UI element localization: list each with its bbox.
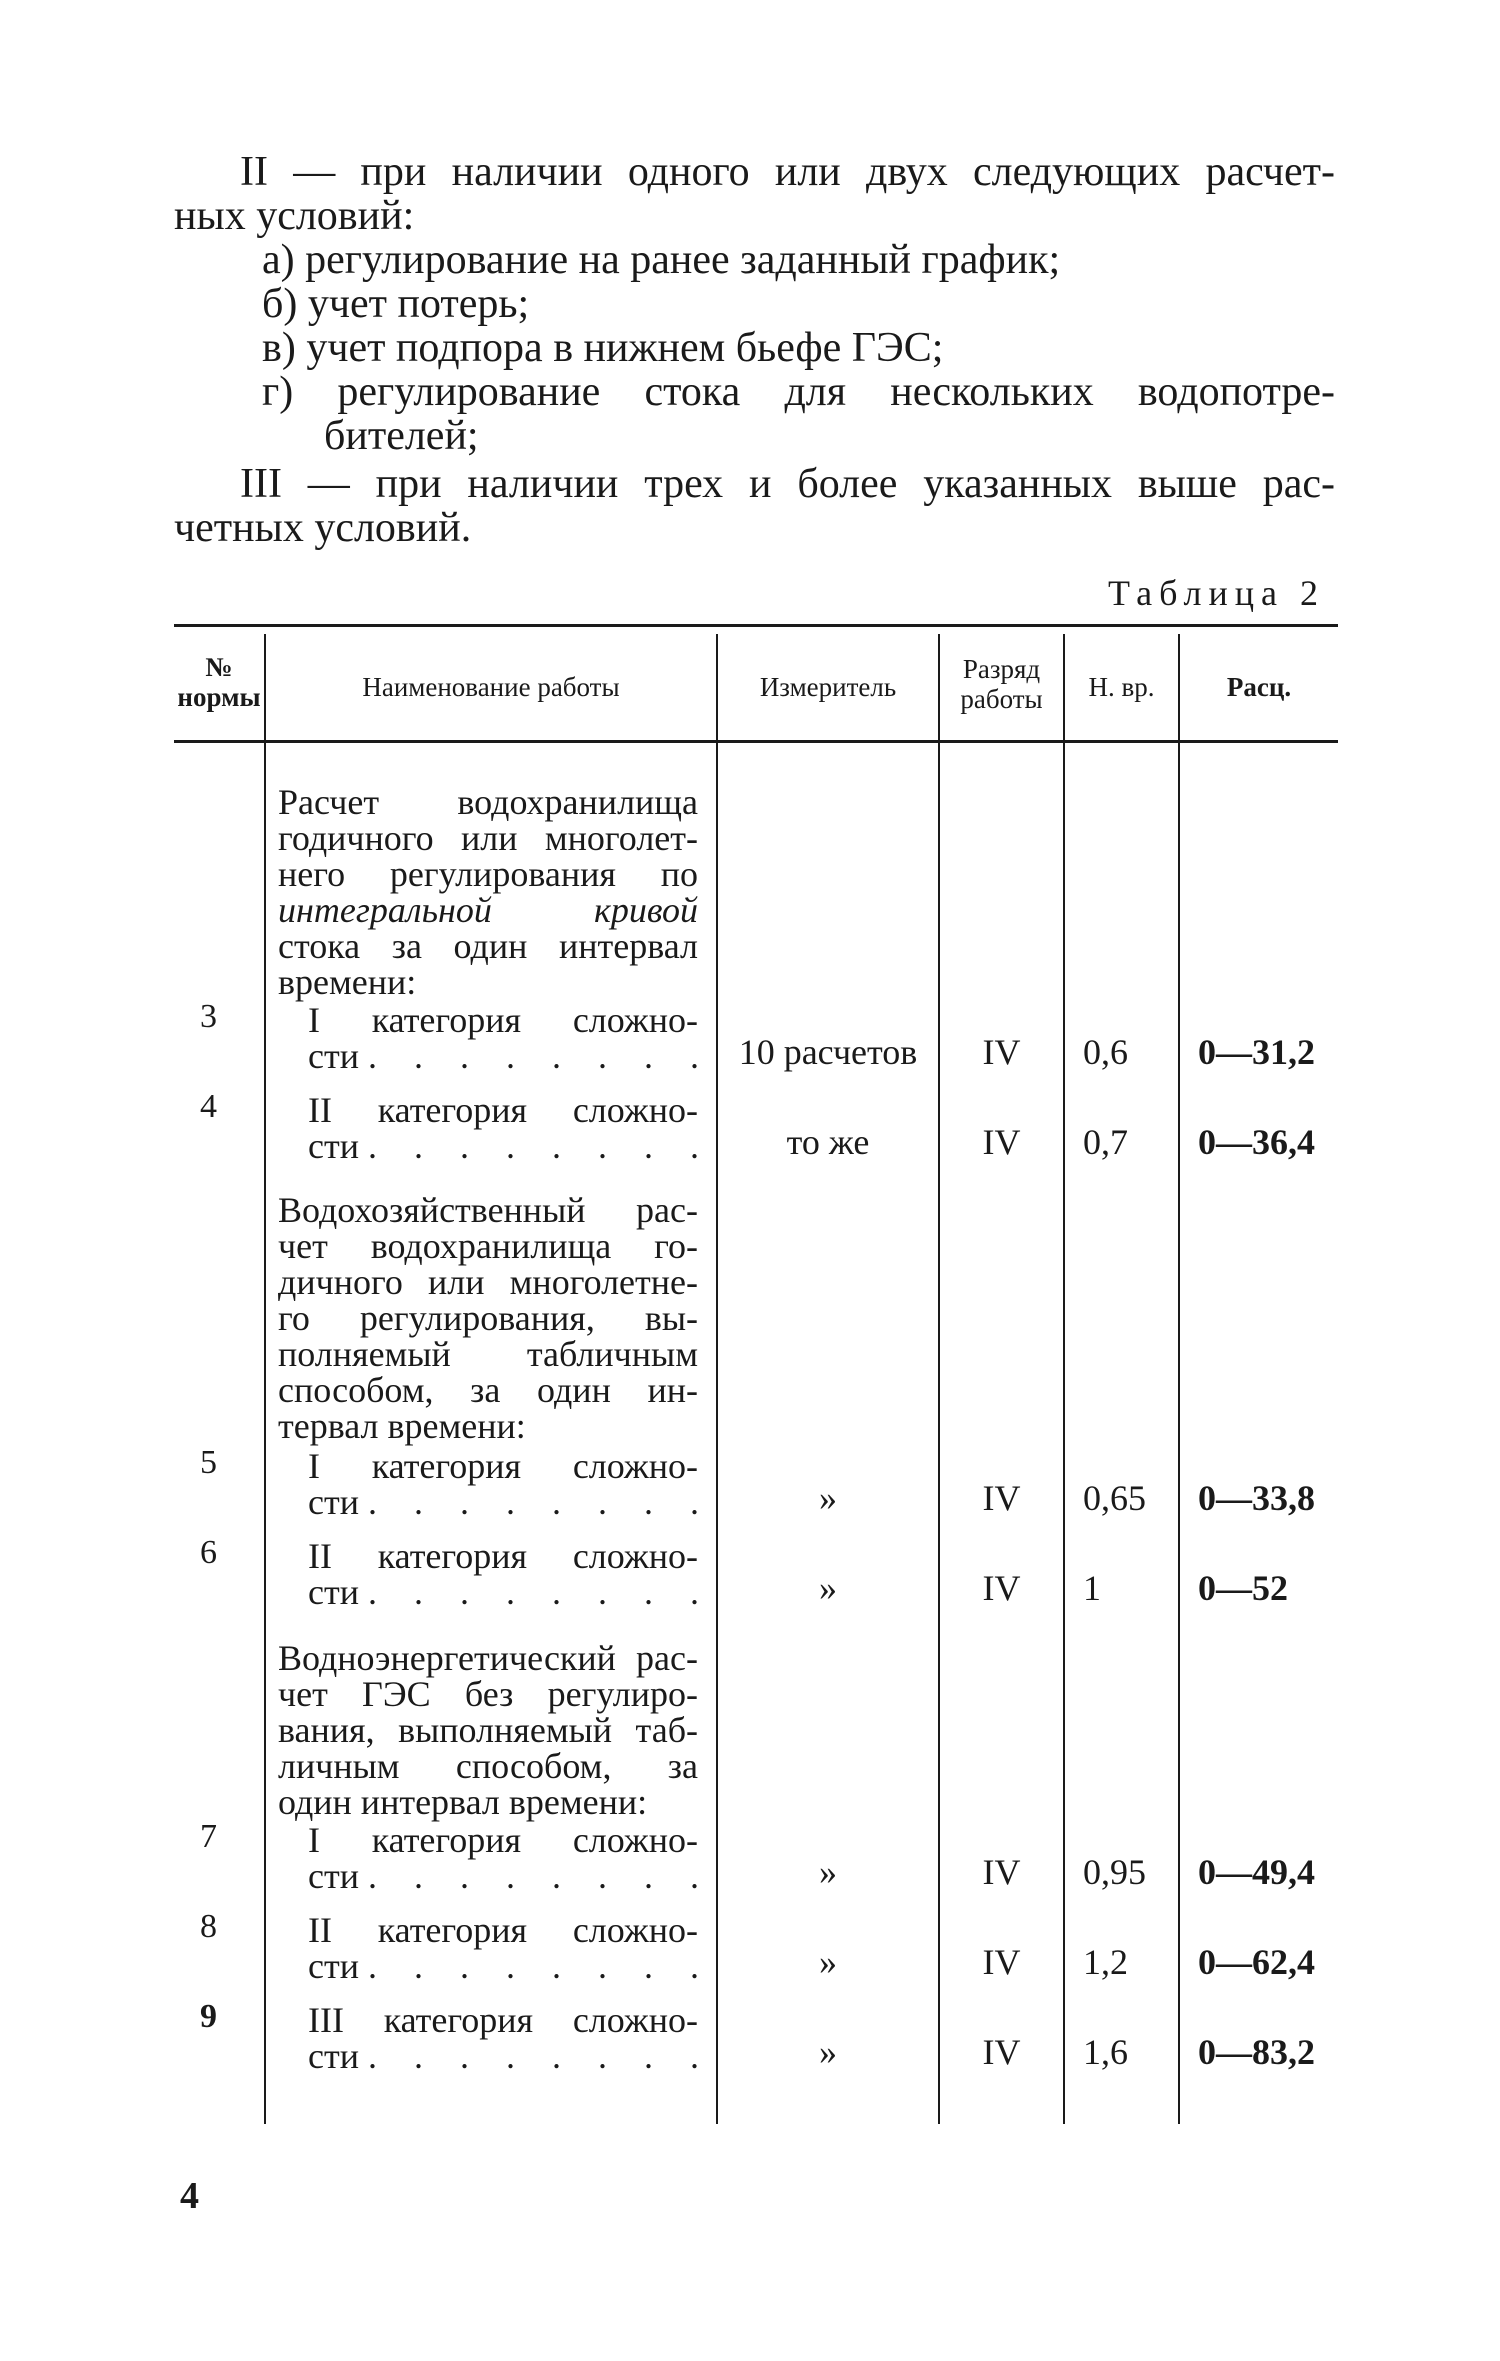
row-name-suffix: сти xyxy=(308,1946,359,1986)
row-unit: » xyxy=(819,1478,837,1518)
row-name-line2 xyxy=(308,1128,713,1164)
row-name-line2 xyxy=(308,1574,713,1610)
row-rate: 0—83,2 xyxy=(1198,2032,1315,2072)
table-header-rule xyxy=(174,740,1338,743)
row-rate: 0—52 xyxy=(1198,1568,1288,1608)
row-grade: IV xyxy=(982,1122,1021,1162)
header-unit: Измеритель xyxy=(759,672,897,702)
leader-dots: . . . . . . . . xyxy=(367,1126,713,1166)
row-num: 6 xyxy=(200,1534,217,1571)
row-unit: 10 расчетов xyxy=(738,1032,918,1072)
row-unit: » xyxy=(819,1942,837,1982)
row-rate: 0—36,4 xyxy=(1198,1122,1315,1162)
group-description-2 xyxy=(278,1192,698,1444)
row-rate: 0—49,4 xyxy=(1198,1852,1315,1892)
header-time: Н. вр. xyxy=(1088,672,1155,702)
table-top-rule xyxy=(174,624,1338,627)
list-item-v: в) учет подпора в нижнем бьефе ГЭС; xyxy=(262,325,944,371)
group-3-line: один интервал времени: xyxy=(278,1782,648,1822)
row-rate: 0—33,8 xyxy=(1198,1478,1315,1518)
list-item-g-line1: г) регулирование стока для нескольких водопотре- xyxy=(262,369,1335,415)
row-time: 1,6 xyxy=(1083,2032,1128,2072)
row-num: 7 xyxy=(200,1818,217,1855)
row-name-line2 xyxy=(308,1858,713,1894)
paragraph-iii-line2: четных условий. xyxy=(174,505,472,551)
row-num: 3 xyxy=(200,998,217,1035)
row-num: 5 xyxy=(200,1444,217,1481)
group-2-line: чет водохранилища го- xyxy=(278,1226,698,1266)
group-1-line: времени: xyxy=(278,962,417,1002)
group-2-line: способом, за один ин- xyxy=(278,1370,698,1410)
row-name-line2 xyxy=(308,1948,713,1984)
group-3-line: личным способом, за xyxy=(278,1746,698,1786)
paragraph-ii-line1: II — при наличии одного или двух следующих расчет- xyxy=(240,149,1335,195)
row-unit: » xyxy=(819,1568,837,1608)
page-number: 4 xyxy=(180,2175,199,2217)
list-item-g-line2: бителей; xyxy=(324,413,479,459)
group-2-line: полняемый табличным xyxy=(278,1334,698,1374)
leader-dots: . . . . . . . . xyxy=(367,1572,713,1612)
row-name-line1: II категория сложно- xyxy=(308,1536,698,1576)
row-time: 0,65 xyxy=(1083,1478,1146,1518)
row-grade: IV xyxy=(982,1942,1021,1982)
group-3-line: вания, выполняемый таб- xyxy=(278,1710,698,1750)
leader-dots: . . . . . . . . xyxy=(367,1856,713,1896)
row-num: 8 xyxy=(200,1908,217,1945)
leader-dots: . . . . . . . . xyxy=(367,1482,713,1522)
header-name: Наименование работы xyxy=(362,672,620,702)
list-item-b: б) учет потерь; xyxy=(262,281,530,327)
row-name-line1: II категория сложно- xyxy=(308,1090,698,1130)
row-name-suffix: сти xyxy=(308,1572,359,1612)
row-unit: то же xyxy=(786,1122,870,1162)
row-grade: IV xyxy=(982,1032,1021,1072)
header-num-line2: нормы xyxy=(177,682,261,712)
row-name-suffix: сти xyxy=(308,1482,359,1522)
row-name-line2 xyxy=(308,2038,713,2074)
row-name-line1: II категория сложно- xyxy=(308,1910,698,1950)
row-time: 0,95 xyxy=(1083,1852,1146,1892)
row-name-line1: I категория сложно- xyxy=(308,1000,698,1040)
row-name-suffix: сти xyxy=(308,1036,359,1076)
paragraph-ii-line2: ных условий: xyxy=(174,193,415,239)
leader-dots: . . . . . . . . xyxy=(367,1036,713,1076)
row-grade: IV xyxy=(982,1568,1021,1608)
row-grade: IV xyxy=(982,1478,1021,1518)
row-name-suffix: сти xyxy=(308,2036,359,2076)
row-grade: IV xyxy=(982,1852,1021,1892)
group-2-line: дичного или многолетне- xyxy=(278,1262,698,1302)
header-grade-line2: работы xyxy=(960,684,1043,714)
header-num xyxy=(174,652,264,712)
row-rate: 0—62,4 xyxy=(1198,1942,1315,1982)
row-unit: » xyxy=(819,2032,837,2072)
group-description-1 xyxy=(278,784,698,1000)
table-divider-2 xyxy=(716,634,718,2124)
row-name-line1: I категория сложно- xyxy=(308,1820,698,1860)
row-grade: IV xyxy=(982,2032,1021,2072)
table-divider-3 xyxy=(938,634,940,2124)
group-1-line: Расчет водохранилища xyxy=(278,782,698,822)
list-item-a: а) регулирование на ранее заданный график; xyxy=(262,237,1061,283)
row-time: 1,2 xyxy=(1083,1942,1128,1982)
row-unit: » xyxy=(819,1852,837,1892)
row-time: 0,6 xyxy=(1083,1032,1128,1072)
group-description-3 xyxy=(278,1640,698,1820)
group-1-line: стока за один интервал xyxy=(278,926,698,966)
row-name-suffix: сти xyxy=(308,1126,359,1166)
paragraph-iii-line1: III — при наличии трех и более указанных выше рас- xyxy=(240,461,1335,507)
group-3-line: Водноэнергетический рас- xyxy=(278,1638,698,1678)
header-grade-line1: Разряд xyxy=(962,654,1041,684)
row-name-line2 xyxy=(308,1484,713,1520)
header-num-line1: № xyxy=(205,652,233,682)
header-grade xyxy=(940,654,1063,714)
row-rate: 0—31,2 xyxy=(1198,1032,1315,1072)
row-time: 0,7 xyxy=(1083,1122,1128,1162)
row-num: 9 xyxy=(200,1998,217,2035)
row-num: 4 xyxy=(200,1088,217,1125)
group-1-line: него регулирования по xyxy=(278,854,698,894)
table-divider-5 xyxy=(1178,634,1180,2124)
table-divider-4 xyxy=(1063,634,1065,2124)
header-rate: Расц. xyxy=(1226,672,1292,702)
leader-dots: . . . . . . . . xyxy=(367,2036,713,2076)
leader-dots: . . . . . . . . xyxy=(367,1946,713,1986)
group-1-line: интегральной кривой xyxy=(278,890,698,930)
group-2-line: го регулирования, вы- xyxy=(278,1298,698,1338)
row-name-suffix: сти xyxy=(308,1856,359,1896)
row-time: 1 xyxy=(1083,1568,1101,1608)
row-name-line2 xyxy=(308,1038,713,1074)
row-name-line1: III категория сложно- xyxy=(308,2000,698,2040)
group-2-line: Водохозяйственный рас- xyxy=(278,1190,698,1230)
group-2-line: тервал времени: xyxy=(278,1406,526,1446)
group-1-line: годичного или многолет- xyxy=(278,818,698,858)
row-name-line1: I категория сложно- xyxy=(308,1446,698,1486)
table-caption: Таблица 2 xyxy=(1108,573,1325,613)
group-3-line: чет ГЭС без регулиро- xyxy=(278,1674,698,1714)
table-divider-1 xyxy=(264,634,266,2124)
